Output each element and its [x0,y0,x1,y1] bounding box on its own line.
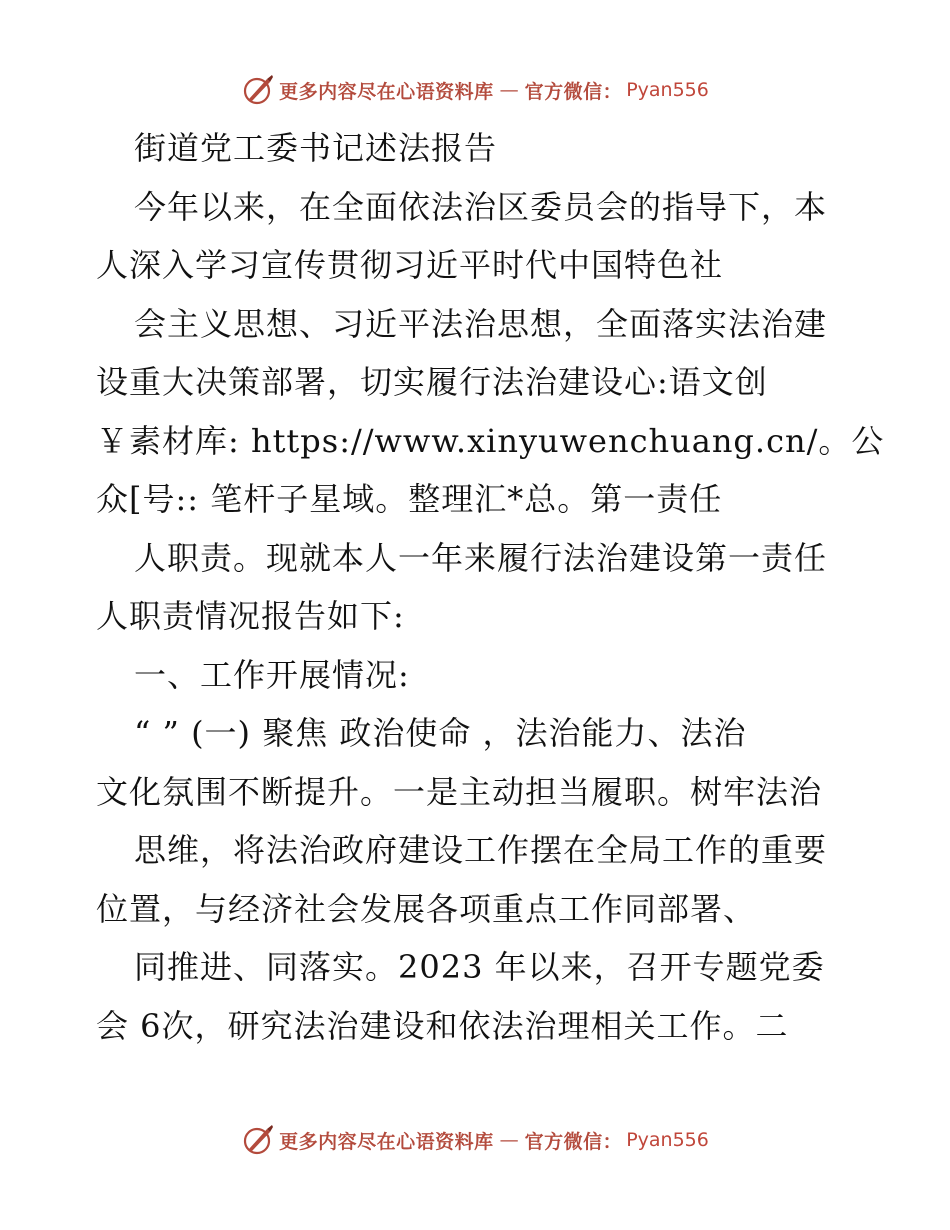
paragraph-line: 会 6次，研究法治建设和依法治理相关工作。二 [96,1006,789,1045]
paragraph-line: 思维，将法治政府建设工作摆在全局工作的重要 [134,831,828,869]
paragraph-line: 同推进、同落实。2023 年以来，召开专题党委 [134,948,825,986]
paragraph-line: 会主义思想、习近平法治思想，全面落实法治建 [134,304,828,343]
paragraph-line: 人职责情况报告如下: [96,597,405,635]
quill-logo-icon [241,1123,275,1157]
watermark-text: 更多内容尽在心语资料库 [279,1130,494,1153]
paragraph-line: “ ” (一) 聚焦 政治使命 ，法治能力、法治 [134,714,747,752]
paragraph-line: 文化氛围不断提升。一是主动担当履职。树牢法治 [96,772,823,811]
watermark-separator: — [499,1129,519,1151]
document-body [96,124,885,1060]
paragraph-line: ￥素材库: https://www.xinyuwenchuang.cn/。公 [96,421,885,460]
section-heading: 一、工作开展情况: [134,655,410,694]
footer-watermark [0,1118,950,1162]
paragraph-line: 众[号:: 笔杆子星域。整理汇*总。第一责任 [96,480,723,518]
watermark-handle: Pyan556 [626,79,709,101]
paragraph-line: 今年以来，在全面依法治区委员会的指导下，本 [134,187,828,226]
header-watermark [0,68,950,112]
paragraph-line: 人职责。现就本人一年来履行法治建设第一责任 [134,538,828,577]
document-title: 街道党工委书记述法报告 [134,129,498,167]
paragraph-line: 人深入学习宣传贯彻习近平时代中国特色社 [96,246,724,284]
watermark-label: 官方微信： [524,80,623,103]
paragraph-line: 位置，与经济社会发展各项重点工作同部署、 [96,889,757,928]
watermark-separator: — [499,79,519,101]
watermark-text: 更多内容尽在心语资料库 [279,80,494,103]
quill-logo-icon [241,73,275,107]
watermark-label: 官方微信： [524,1130,623,1153]
paragraph-line: 设重大决策部署，切实履行法治建设心:语文创 [96,363,768,401]
watermark-handle: Pyan556 [626,1129,709,1151]
